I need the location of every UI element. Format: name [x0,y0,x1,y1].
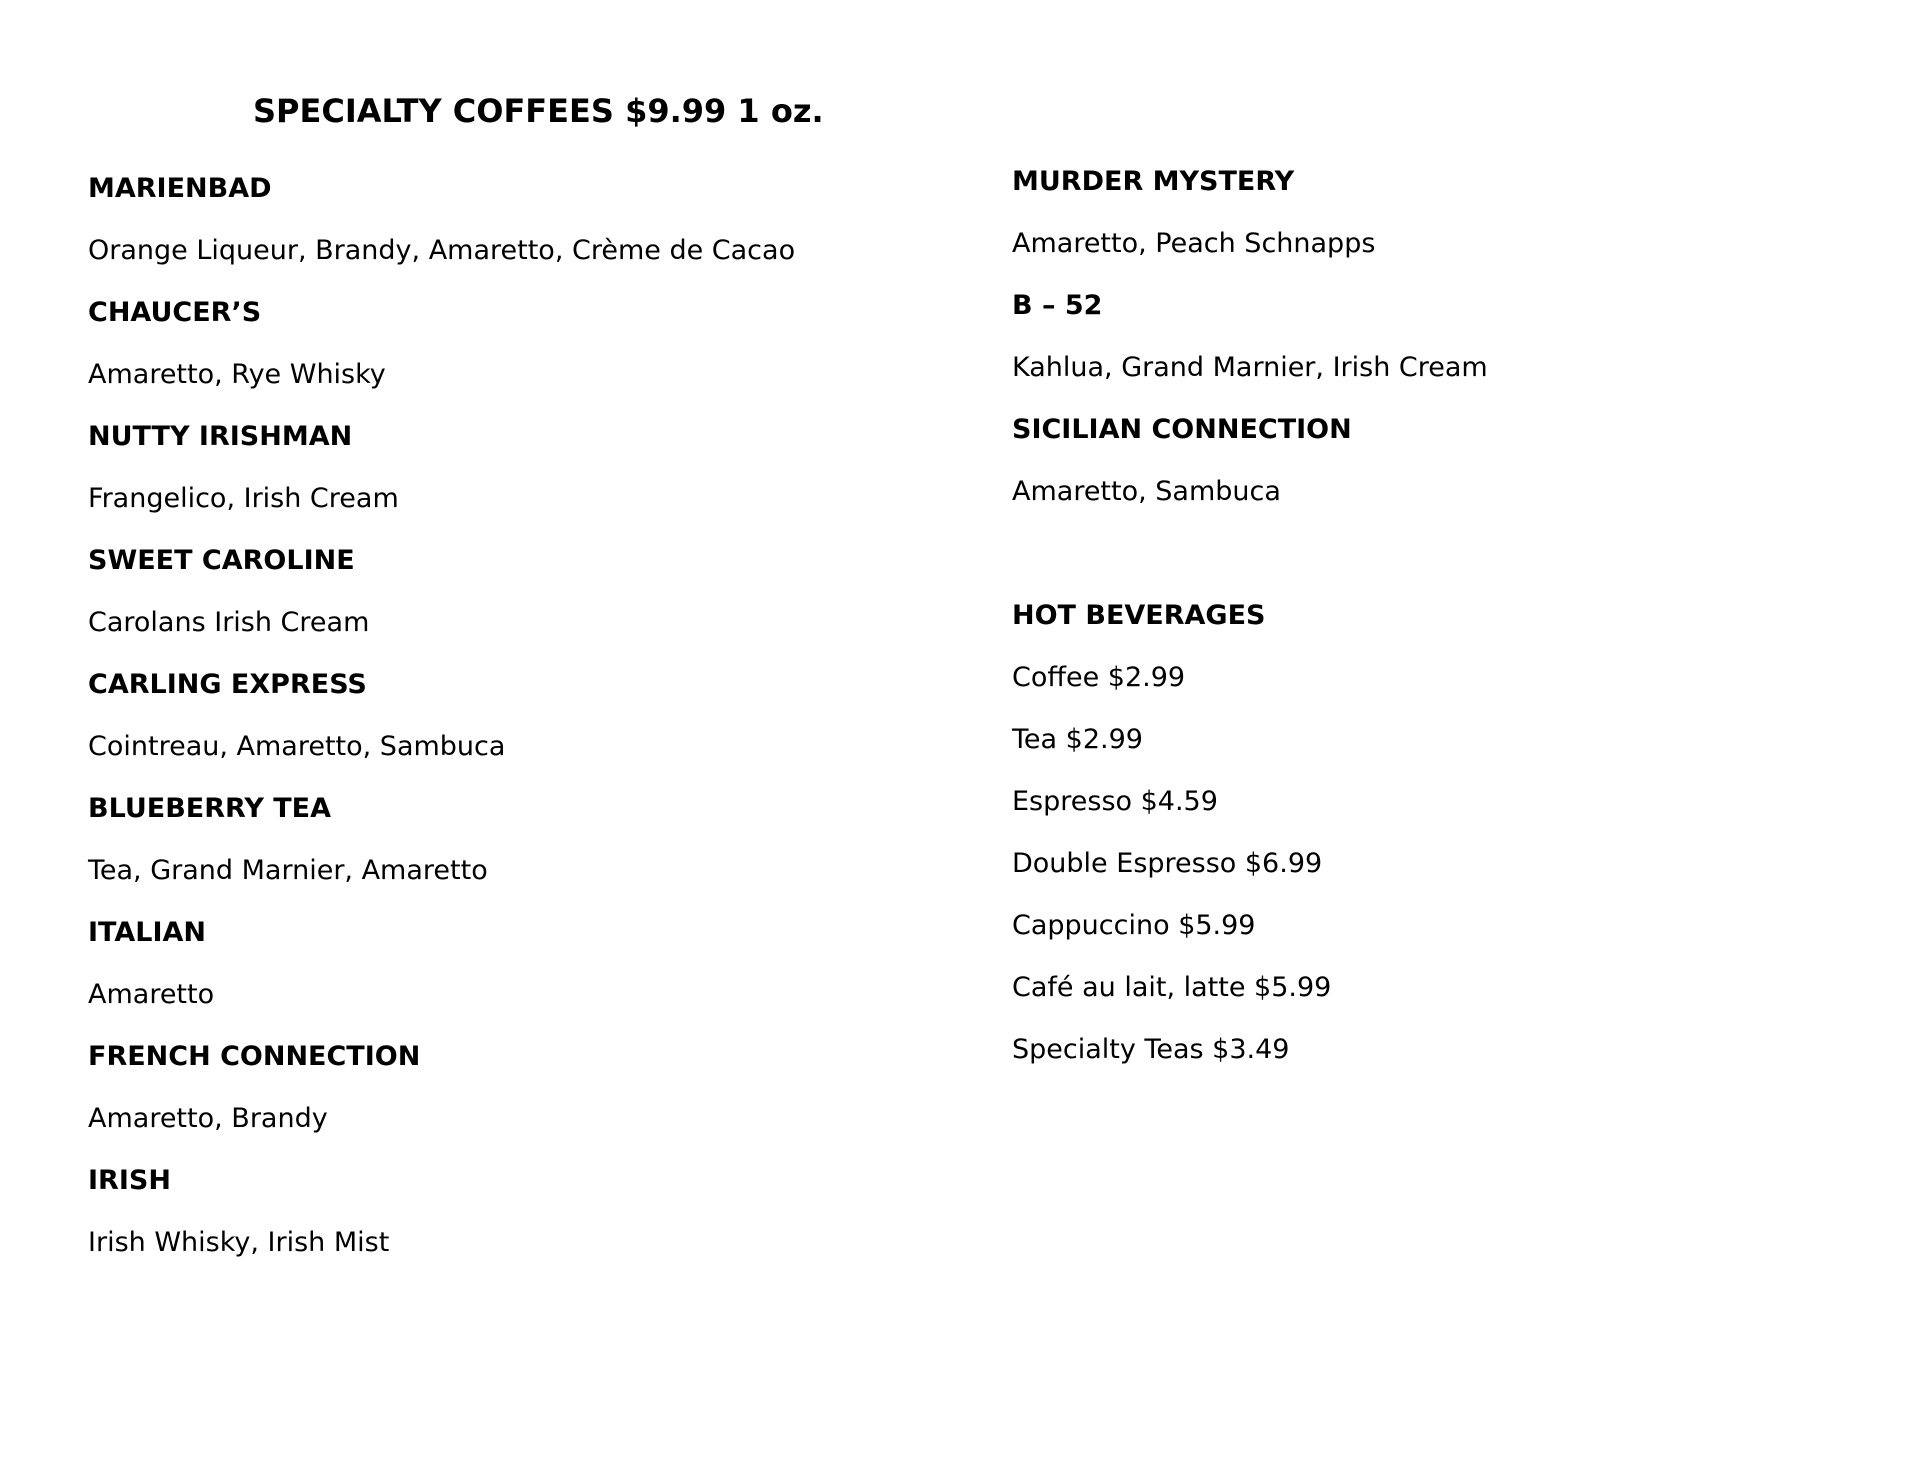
drink-name: IRISH [88,1165,171,1196]
drink-ingredients: Frangelico, Irish Cream [88,483,399,514]
drink-entry [88,778,795,902]
beverage-item: Cappuccino $5.99 [1012,910,1256,941]
drink-name: SICILIAN CONNECTION [1012,414,1352,445]
beverage-item: Coffee $2.99 [1012,662,1186,693]
drink-ingredients: Irish Whisky, Irish Mist [88,1227,390,1258]
drink-ingredients: Cointreau, Amaretto, Sambuca [88,731,506,762]
right-column [1012,151,1488,1081]
drink-ingredients: Carolans Irish Cream [88,607,370,638]
drink-name: ITALIAN [88,917,207,948]
drink-ingredients: Kahlua, Grand Marnier, Irish Cream [1012,352,1488,383]
drink-entry [88,406,795,530]
beverage-item: Tea $2.99 [1012,724,1143,755]
drink-entry [88,902,795,1026]
drink-name: MARIENBAD [88,173,272,204]
beverage-item: Specialty Teas $3.49 [1012,1034,1290,1065]
drink-name: MURDER MYSTERY [1012,166,1295,197]
drink-ingredients: Amaretto, Rye Whisky [88,359,386,390]
drink-ingredients: Tea, Grand Marnier, Amaretto [88,855,488,886]
drink-entry [1012,275,1488,399]
drink-entry [88,1150,795,1274]
drink-name: CARLING EXPRESS [88,669,367,700]
drink-ingredients: Amaretto, Peach Schnapps [1012,228,1376,259]
specialty-coffees-left-column [88,158,795,1274]
drink-entry [88,282,795,406]
hot-beverages-heading: HOT BEVERAGES [1012,600,1266,631]
beverage-item: Double Espresso $6.99 [1012,848,1323,879]
beverage-item: Café au lait, latte $5.99 [1012,972,1332,1003]
drink-entry [1012,151,1488,275]
drink-name: NUTTY IRISHMAN [88,421,353,452]
drink-entry [88,654,795,778]
drink-ingredients: Orange Liqueur, Brandy, Amaretto, Crème de Cacao [88,235,796,266]
menu-title: SPECIALTY COFFEES $9.99 1 oz. [253,92,824,130]
drink-entry [88,158,795,282]
drink-ingredients: Amaretto, Sambuca [1012,476,1281,507]
drink-entry [1012,399,1488,523]
drink-name: SWEET CAROLINE [88,545,355,576]
drink-entry [88,1026,795,1150]
drink-name: B – 52 [1012,290,1103,321]
drink-ingredients: Amaretto [88,979,215,1010]
beverage-item: Espresso $4.59 [1012,786,1218,817]
drink-name: CHAUCER’S [88,297,262,328]
drink-ingredients: Amaretto, Brandy [88,1103,328,1134]
drink-name: FRENCH CONNECTION [88,1041,421,1072]
section-spacer [1012,523,1488,585]
drink-entry [88,530,795,654]
drink-name: BLUEBERRY TEA [88,793,332,824]
